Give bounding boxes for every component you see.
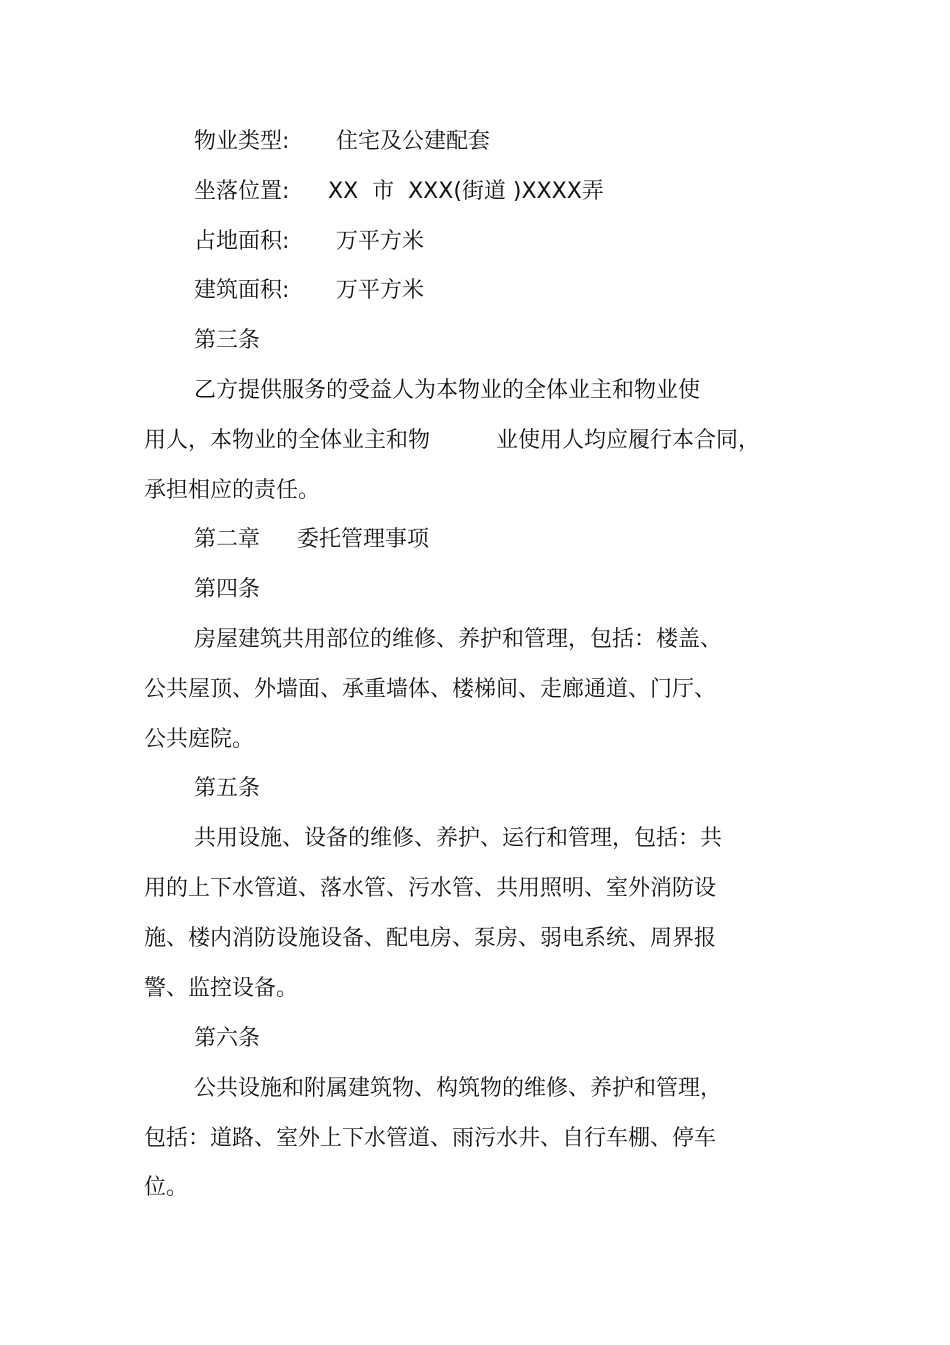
article-3-heading: 第三条 bbox=[194, 328, 261, 353]
article-4-heading: 第四条 bbox=[194, 577, 261, 602]
article-6-line-3: 位。 bbox=[144, 1175, 189, 1200]
article-6-line-1: 公共设施和附属建筑物、构筑物的维修、养护和管理， bbox=[194, 1076, 723, 1101]
building-area-label: 建筑面积: bbox=[194, 278, 290, 303]
land-area-value: 万平方米 bbox=[336, 229, 425, 254]
article-4-line-3: 公共庭院。 bbox=[144, 727, 255, 752]
location-label: 坐落位置: bbox=[194, 179, 290, 204]
article-5-line-1: 共用设施、设备的维修、养护、运行和管理，包括：共 bbox=[194, 826, 723, 851]
article-3-line-1: 乙方提供服务的受益人为本物业的全体业主和物业使 bbox=[194, 378, 701, 403]
chapter-2-number: 第二章 bbox=[194, 527, 261, 552]
article-5-line-4: 警、监控设备。 bbox=[144, 976, 299, 1001]
article-3-line-2a: 用人，本物业的全体业主和物 bbox=[144, 428, 431, 453]
article-6-heading: 第六条 bbox=[194, 1026, 261, 1051]
chapter-2-title: 委托管理事项 bbox=[297, 527, 430, 552]
property-type-value: 住宅及公建配套 bbox=[336, 129, 491, 154]
article-5-line-2: 用的上下水管道、落水管、污水管、共用照明、室外消防设 bbox=[144, 876, 717, 901]
building-area-value: 万平方米 bbox=[336, 278, 425, 303]
article-4-line-2: 公共屋顶、外墙面、承重墙体、楼梯间、走廊通道、门厅、 bbox=[144, 677, 717, 702]
land-area-label: 占地面积: bbox=[194, 229, 290, 254]
location-value: XX 市 XXX(街道 )XXXX弄 bbox=[328, 179, 604, 204]
property-type-label: 物业类型: bbox=[194, 129, 290, 154]
article-5-line-3: 施、楼内消防设施设备、配电房、泵房、弱电系统、周界报 bbox=[144, 926, 717, 951]
article-6-line-2: 包括：道路、室外上下水管道、雨污水井、自行车棚、停车 bbox=[144, 1126, 717, 1151]
article-4-line-1: 房屋建筑共用部位的维修、养护和管理，包括：楼盖、 bbox=[194, 627, 723, 652]
article-5-heading: 第五条 bbox=[194, 776, 261, 801]
article-3-line-2b: 业使用人均应履行本合同， bbox=[496, 428, 761, 453]
article-3-line-3: 承担相应的责任。 bbox=[144, 478, 321, 503]
